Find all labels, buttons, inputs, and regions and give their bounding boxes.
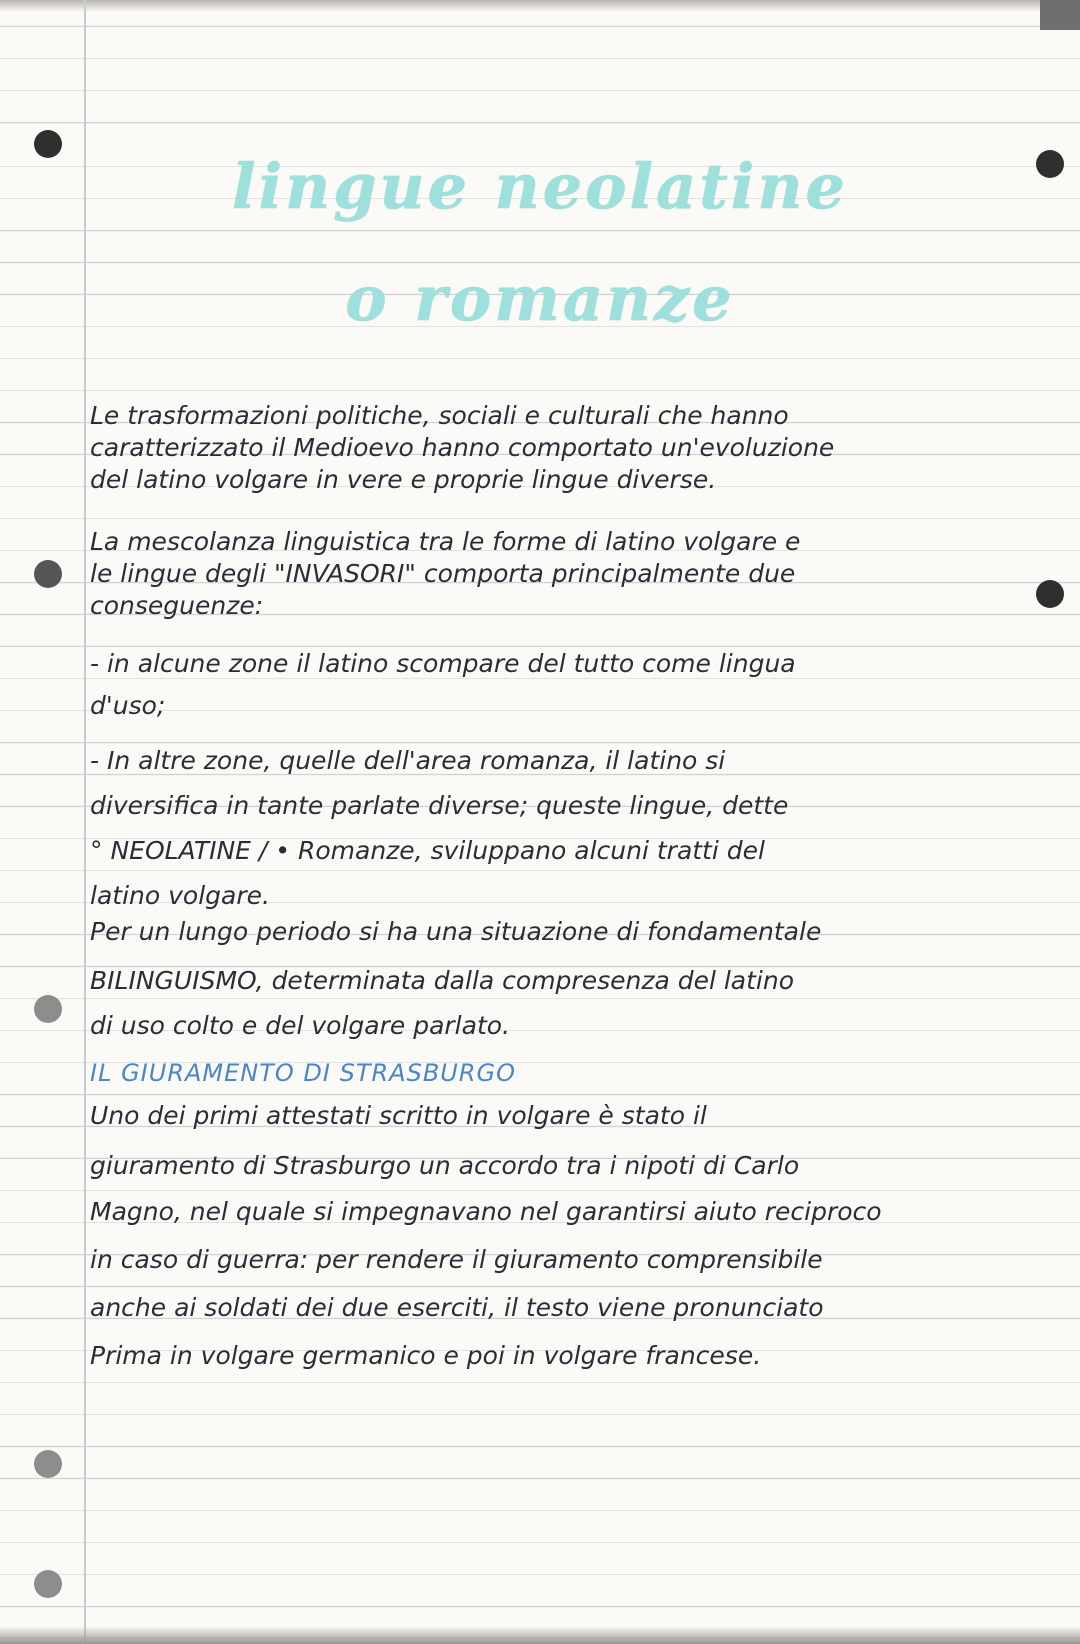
- text-line: Magno, nel quale si impegnavano nel garantirsi aiuto reciproco: [90, 1197, 882, 1226]
- binder-hole: [34, 1570, 62, 1598]
- title-line-2: o romanze: [345, 262, 735, 335]
- section-heading: IL GIURAMENTO DI STRASBURGO: [90, 1059, 517, 1087]
- text-line: le lingue degli "INVASORI" comporta principalmente due: [90, 559, 796, 588]
- text-line: d'uso;: [90, 691, 166, 720]
- text-line: Le trasformazioni politiche, sociali e culturali che hanno: [90, 401, 789, 430]
- corner-tab: [1040, 0, 1080, 30]
- page-bottom-edge: [0, 1626, 1080, 1644]
- margin-line: [84, 0, 86, 1644]
- text-line: Uno dei primi attestati scritto in volgare è stato il: [90, 1101, 707, 1130]
- binder-hole: [34, 560, 62, 588]
- text-line: giuramento di Strasburgo un accordo tra i nipoti di Carlo: [90, 1151, 800, 1180]
- binder-hole: [34, 1450, 62, 1478]
- text-line: - in alcune zone il latino scompare del tutto come lingua: [90, 649, 796, 678]
- text-line: ° NEOLATINE / • Romanze, sviluppano alcuni tratti del: [90, 836, 765, 865]
- text-line: diversifica in tante parlate diverse; queste lingue, dette: [90, 791, 789, 820]
- title-line-1: lingue neolatine: [232, 150, 848, 223]
- text-line: latino volgare.: [90, 881, 270, 910]
- text-line: BILINGUISMO, determinata dalla compresenza del latino: [90, 966, 795, 995]
- page-top-shadow: [0, 0, 1080, 12]
- text-line: caratterizzato il Medioevo hanno comportato un'evoluzione: [90, 433, 835, 462]
- text-line: Per un lungo periodo si ha una situazione di fondamentale: [90, 917, 822, 946]
- text-line: La mescolanza linguistica tra le forme di latino volgare e: [90, 527, 801, 556]
- text-line: del latino volgare in vere e proprie lingue diverse.: [90, 465, 717, 494]
- text-line: - In altre zone, quelle dell'area romanza, il latino si: [90, 746, 726, 775]
- binder-hole: [1036, 150, 1064, 178]
- binder-hole: [34, 130, 62, 158]
- binder-hole: [1036, 580, 1064, 608]
- text-line: Prima in volgare germanico e poi in volgare francese.: [90, 1341, 762, 1370]
- binder-hole: [34, 995, 62, 1023]
- text-line: conseguenze:: [90, 591, 264, 620]
- text-line: in caso di guerra: per rendere il giuramento comprensibile: [90, 1245, 823, 1274]
- text-line: di uso colto e del volgare parlato.: [90, 1011, 510, 1040]
- text-line: anche ai soldati dei due eserciti, il testo viene pronunciato: [90, 1293, 824, 1322]
